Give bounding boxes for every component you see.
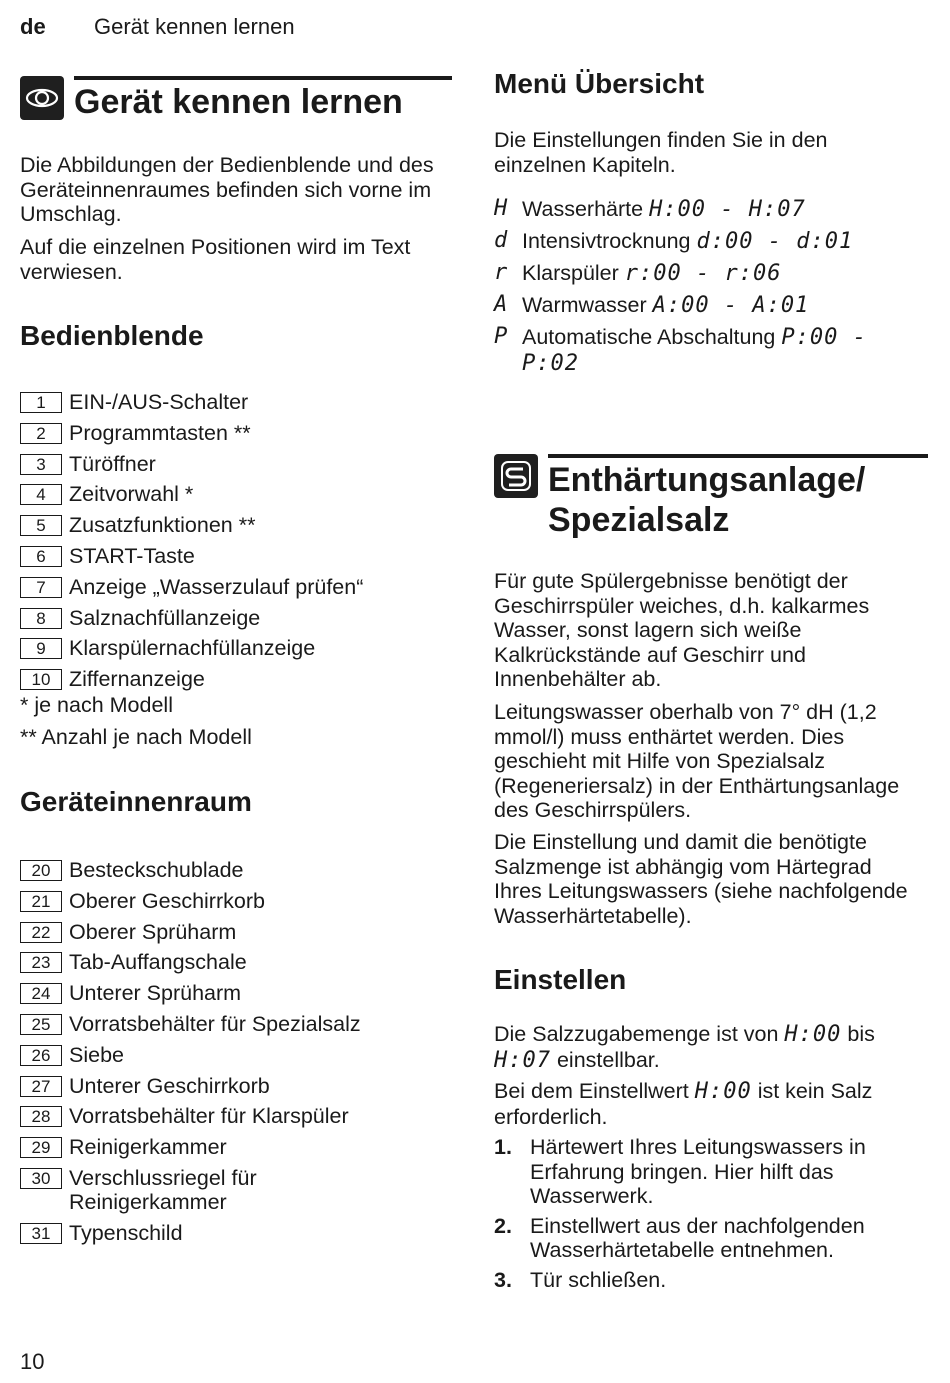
item-label: Oberer Sprüharm (69, 919, 237, 944)
list-item (20, 950, 440, 975)
item-number-box: 29 (20, 1137, 62, 1158)
section-title: Gerät kennen lernen (74, 83, 403, 121)
item-number-box: 3 (20, 454, 62, 475)
item-number-box: 9 (20, 638, 62, 659)
item-number-box: 24 (20, 983, 62, 1004)
innenraum-list (20, 858, 440, 1252)
menu-item-label: Intensivtrocknung (522, 229, 691, 253)
menu-item-label: Warmwasser (522, 293, 647, 317)
step-item (494, 1268, 919, 1293)
menu-item (494, 325, 914, 376)
menu-item-range: A:00 - A:01 (652, 293, 810, 318)
item-number-box: 30 (20, 1168, 62, 1189)
page-number: 10 (20, 1349, 45, 1374)
salt-paragraph-3: Die Einstellung und damit die benötigte Salzmenge ist abhängig vom Härtegrad Ihres Leitungswassers (siehe nachfolgende Wasserhärtetabelle). (494, 830, 908, 928)
salt-paragraph-2: Leitungswasser oberhalb von 7° dH (1,2 mmol/l) muss enthärtet werden. Dies geschieht mit Hilfe von Spezialsalz (Regeneriersalz) in der Enthärtungsanlage des Geschirrspülers. (494, 700, 900, 822)
item-number-box: 26 (20, 1045, 62, 1066)
item-label: Besteckschublade (69, 858, 244, 882)
bedienblende-list (20, 390, 363, 698)
subheading-menu: Menü Übersicht (494, 68, 705, 99)
item-number-box: 8 (20, 608, 62, 629)
menu-item-label: Klarspüler (522, 261, 619, 285)
step-number: 3. (494, 1267, 512, 1292)
item-label: Siebe (69, 1042, 124, 1067)
list-item (20, 606, 363, 631)
list-item (20, 667, 363, 692)
list-item (20, 421, 363, 446)
item-label: Oberer Geschirrkorb (69, 888, 265, 913)
item-label: Typenschild (69, 1221, 183, 1246)
item-label: Anzeige „Wasserzulauf prüfen“ (69, 574, 364, 599)
eye-icon (20, 76, 64, 120)
list-item (20, 513, 363, 538)
list-item (20, 1074, 440, 1099)
menu-item-code: H (494, 196, 509, 221)
menu-item-code: d (494, 228, 509, 253)
item-number-box: 28 (20, 1106, 62, 1127)
intro-paragraph-1: Die Abbildungen der Bedienblende und des Geräteinnenraumes befinden sich vorne im Umschlag. (20, 153, 434, 226)
section-title-line2: Spezialsalz (548, 501, 730, 539)
item-label: Türöffner (69, 451, 156, 476)
item-number-box: 20 (20, 860, 62, 881)
item-label: Klarspülernachfüllanzeige (69, 636, 316, 661)
item-number-box: 4 (20, 484, 62, 505)
item-label: Zusatzfunktionen ** (69, 513, 256, 538)
list-item (20, 1012, 440, 1037)
item-number-box: 21 (20, 891, 62, 912)
item-label: Vorratsbehälter für Spezialsalz (69, 1011, 361, 1036)
footnote-single-star: * je nach Modell (20, 693, 173, 717)
item-number-box: 7 (20, 577, 62, 598)
menu-item (494, 197, 914, 223)
item-number-box: 6 (20, 546, 62, 567)
menu-item-range: P:00 - P:02 (522, 325, 867, 376)
subheading-bedienblende: Bedienblende (20, 320, 204, 351)
menu-item (494, 261, 914, 287)
setting-code: H:00 (694, 1079, 752, 1104)
item-label: Verschlussriegel für Reinigerkammer (69, 1165, 257, 1215)
item-label: Zeitvorwahl * (69, 482, 194, 507)
running-header-title: Gerät kennen lernen (94, 14, 295, 39)
item-number-box: 27 (20, 1076, 62, 1097)
list-item (20, 981, 440, 1006)
item-label: Reinigerkammer (69, 1135, 227, 1160)
intro-paragraph-2: Auf die einzelnen Positionen wird im Text verwiesen. (20, 235, 411, 284)
item-number-box: 22 (20, 922, 62, 943)
item-label: Programmtasten ** (69, 420, 251, 445)
item-label: Unterer Geschirrkorb (69, 1073, 270, 1098)
salt-paragraph-1: Für gute Spülergebnisse benötigt der Geschirrspüler weiches, d.h. kalkarmes Wasser, sonst lagern sich weiße Kalkrückstände auf Geschirr und Innenbehälter ab. (494, 569, 870, 691)
step-number: 1. (494, 1135, 512, 1159)
list-item (20, 636, 363, 661)
einstellen-paragraph-2: Bei dem Einstellwert H:00 ist kein Salz erforderlich. (494, 1079, 873, 1129)
footnote-double-star: ** Anzahl je nach Modell (20, 725, 252, 749)
list-item (20, 1104, 440, 1129)
item-label: Unterer Sprüharm (69, 981, 242, 1006)
item-number-box: 31 (20, 1223, 62, 1244)
step-item (494, 1135, 919, 1209)
subheading-innenraum: Geräteinnenraum (20, 786, 252, 817)
step-text: Härtewert Ihres Leitungswassers in Erfahrung bringen. Hier hilft das Wasserwerk. (530, 1135, 866, 1208)
setting-code: H:07 (494, 1047, 551, 1073)
menu-item (494, 293, 914, 319)
subheading-einstellen: Einstellen (494, 964, 627, 995)
list-item (20, 482, 363, 507)
list-item (20, 889, 440, 914)
item-label: Ziffernanzeige (69, 667, 205, 692)
menu-item-code: P (494, 324, 509, 349)
list-item (20, 858, 440, 883)
menu-item (494, 229, 914, 255)
list-item (20, 1135, 440, 1160)
section-title (548, 460, 928, 540)
list-item (20, 1221, 440, 1246)
menu-item-code: r (494, 260, 509, 285)
item-number-box: 23 (20, 952, 62, 973)
item-label: Vorratsbehälter für Klarspüler (69, 1104, 349, 1129)
list-item (20, 1043, 440, 1068)
list-item (20, 544, 363, 569)
menu-item-label: Wasserhärte (522, 197, 644, 221)
section-heading-salz (494, 454, 928, 540)
item-number-box: 10 (20, 669, 62, 690)
section-heading-geraet (20, 76, 452, 122)
step-text: Einstellwert aus der nachfolgenden Wasserhärtetabelle entnehmen. (530, 1213, 865, 1262)
item-label: EIN-/AUS-Schalter (69, 390, 249, 414)
list-item (20, 452, 363, 477)
menu-list (494, 197, 914, 383)
step-text: Tür schließen. (530, 1267, 667, 1292)
item-number-box: 1 (20, 392, 62, 413)
setting-code: H:00 (784, 1022, 842, 1047)
item-number-box: 25 (20, 1014, 62, 1035)
item-label: Tab-Auffangschale (69, 950, 247, 975)
item-label: START-Taste (69, 543, 195, 568)
step-number: 2. (494, 1213, 512, 1238)
list-item (20, 390, 363, 415)
steps-list (494, 1135, 919, 1297)
salt-s-icon (494, 454, 538, 498)
section-title-line1: Enthärtungsanlage/ (548, 461, 866, 499)
menu-intro: Die Einstellungen finden Sie in den einzelnen Kapiteln. (494, 128, 828, 177)
einstellen-paragraph-1: Die Salzzugabemenge ist von H:00 bis H:07 einstellbar. (494, 1022, 875, 1073)
menu-item-label: Automatische Abschaltung (522, 325, 776, 349)
item-number-box: 5 (20, 515, 62, 536)
list-item (20, 920, 440, 945)
step-item (494, 1214, 919, 1263)
list-item (20, 575, 363, 600)
list-item (20, 1166, 440, 1215)
menu-item-range: r:00 - r:06 (624, 261, 782, 286)
menu-item-range: d:00 - d:01 (696, 229, 854, 254)
language-tag: de (20, 14, 46, 39)
item-label: Salznachfüllanzeige (69, 605, 261, 630)
item-number-box: 2 (20, 423, 62, 444)
menu-item-range: H:00 - H:07 (649, 197, 806, 222)
menu-item-code: A (494, 292, 509, 317)
